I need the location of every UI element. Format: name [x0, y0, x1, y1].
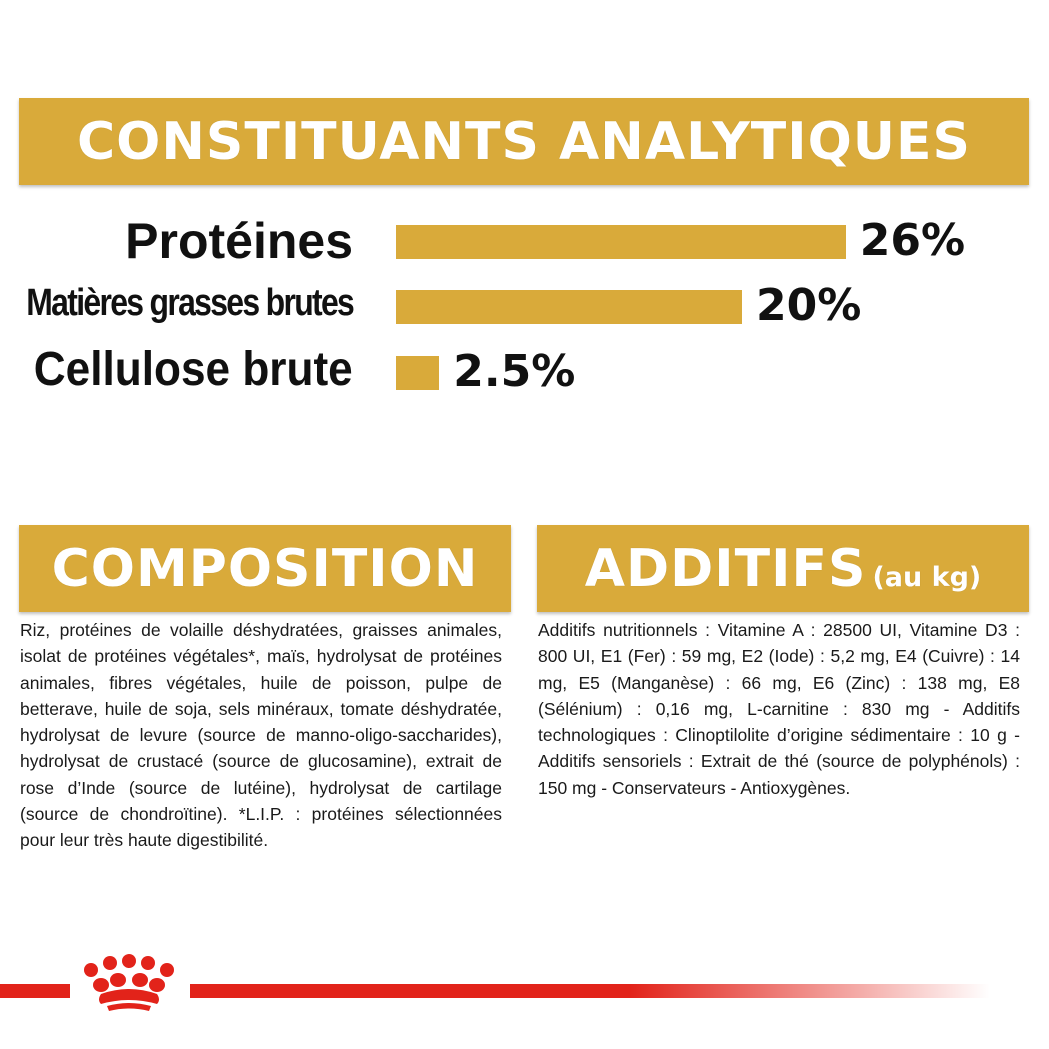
- nutrient-value-fat: 20%: [756, 280, 862, 331]
- nutrient-bar-fat: [396, 290, 742, 324]
- nutrient-label-fat: Matières grasses brutes: [26, 282, 353, 324]
- nutrient-bar-fiber: [396, 356, 439, 390]
- composition-title: COMPOSITION: [51, 539, 479, 599]
- additives-banner: [537, 525, 1029, 612]
- analytics-title: CONSTITUANTS ANALYTIQUES: [77, 112, 971, 172]
- additives-text: Additifs nutritionnels : Vitamine A : 28500 UI, Vitamine D3 : 800 UI, E1 (Fer) : 59 mg, E2 (Iode) : 5,2 mg, E4 (Cuivre) : 14 mg, E5 (Manganèse) : 66 mg, E6 (Zinc) : 138 mg, E8 (Sélénium) : 0,16 mg, L-carnitine : 830 mg - Additifs technologiques : Clinoptilolite d’origine sédimentaire : 10 g - Additifs sensoriels : Extrait de thé (source de polyphénols) : 150 mg - Conservateurs - Antioxygènes.: [538, 620, 1020, 798]
- nutrient-value-fiber: 2.5%: [453, 346, 576, 397]
- footer-red-line-left: [0, 984, 70, 998]
- nutrient-bar-protein: [396, 225, 846, 259]
- crown-icon: [73, 954, 185, 1014]
- nutrient-label-protein: Protéines: [125, 213, 353, 269]
- additives-title: ADDITIFS: [584, 539, 867, 599]
- analytics-banner: [19, 98, 1029, 185]
- additives-title-suffix: (au kg): [872, 562, 982, 593]
- nutrient-label-fiber: Cellulose brute: [34, 343, 353, 396]
- composition-text: Riz, protéines de volaille déshydratées, graisses animales, isolat de protéines végétales*, maïs, hydrolysat de protéines animales, fibres végétales, huile de poisson, pulpe de betterave, huile de soja, sels minéraux, tomate déshydratée, hydrolysat de levure (source de manno-oligo-saccharides), hydrolysat de crustacé (source de glucosamine), extrait de rose d’Inde (source de lutéine), hydrolysat de cartilage (source de chondroïtine). *L.I.P. : protéines sélectionnées pour leur très haute digestibilité.: [20, 620, 502, 851]
- additives-heading: [537, 539, 1029, 599]
- footer-red-line-right: [190, 984, 990, 998]
- nutrient-value-protein: 26%: [859, 215, 966, 266]
- composition-banner: [19, 525, 511, 612]
